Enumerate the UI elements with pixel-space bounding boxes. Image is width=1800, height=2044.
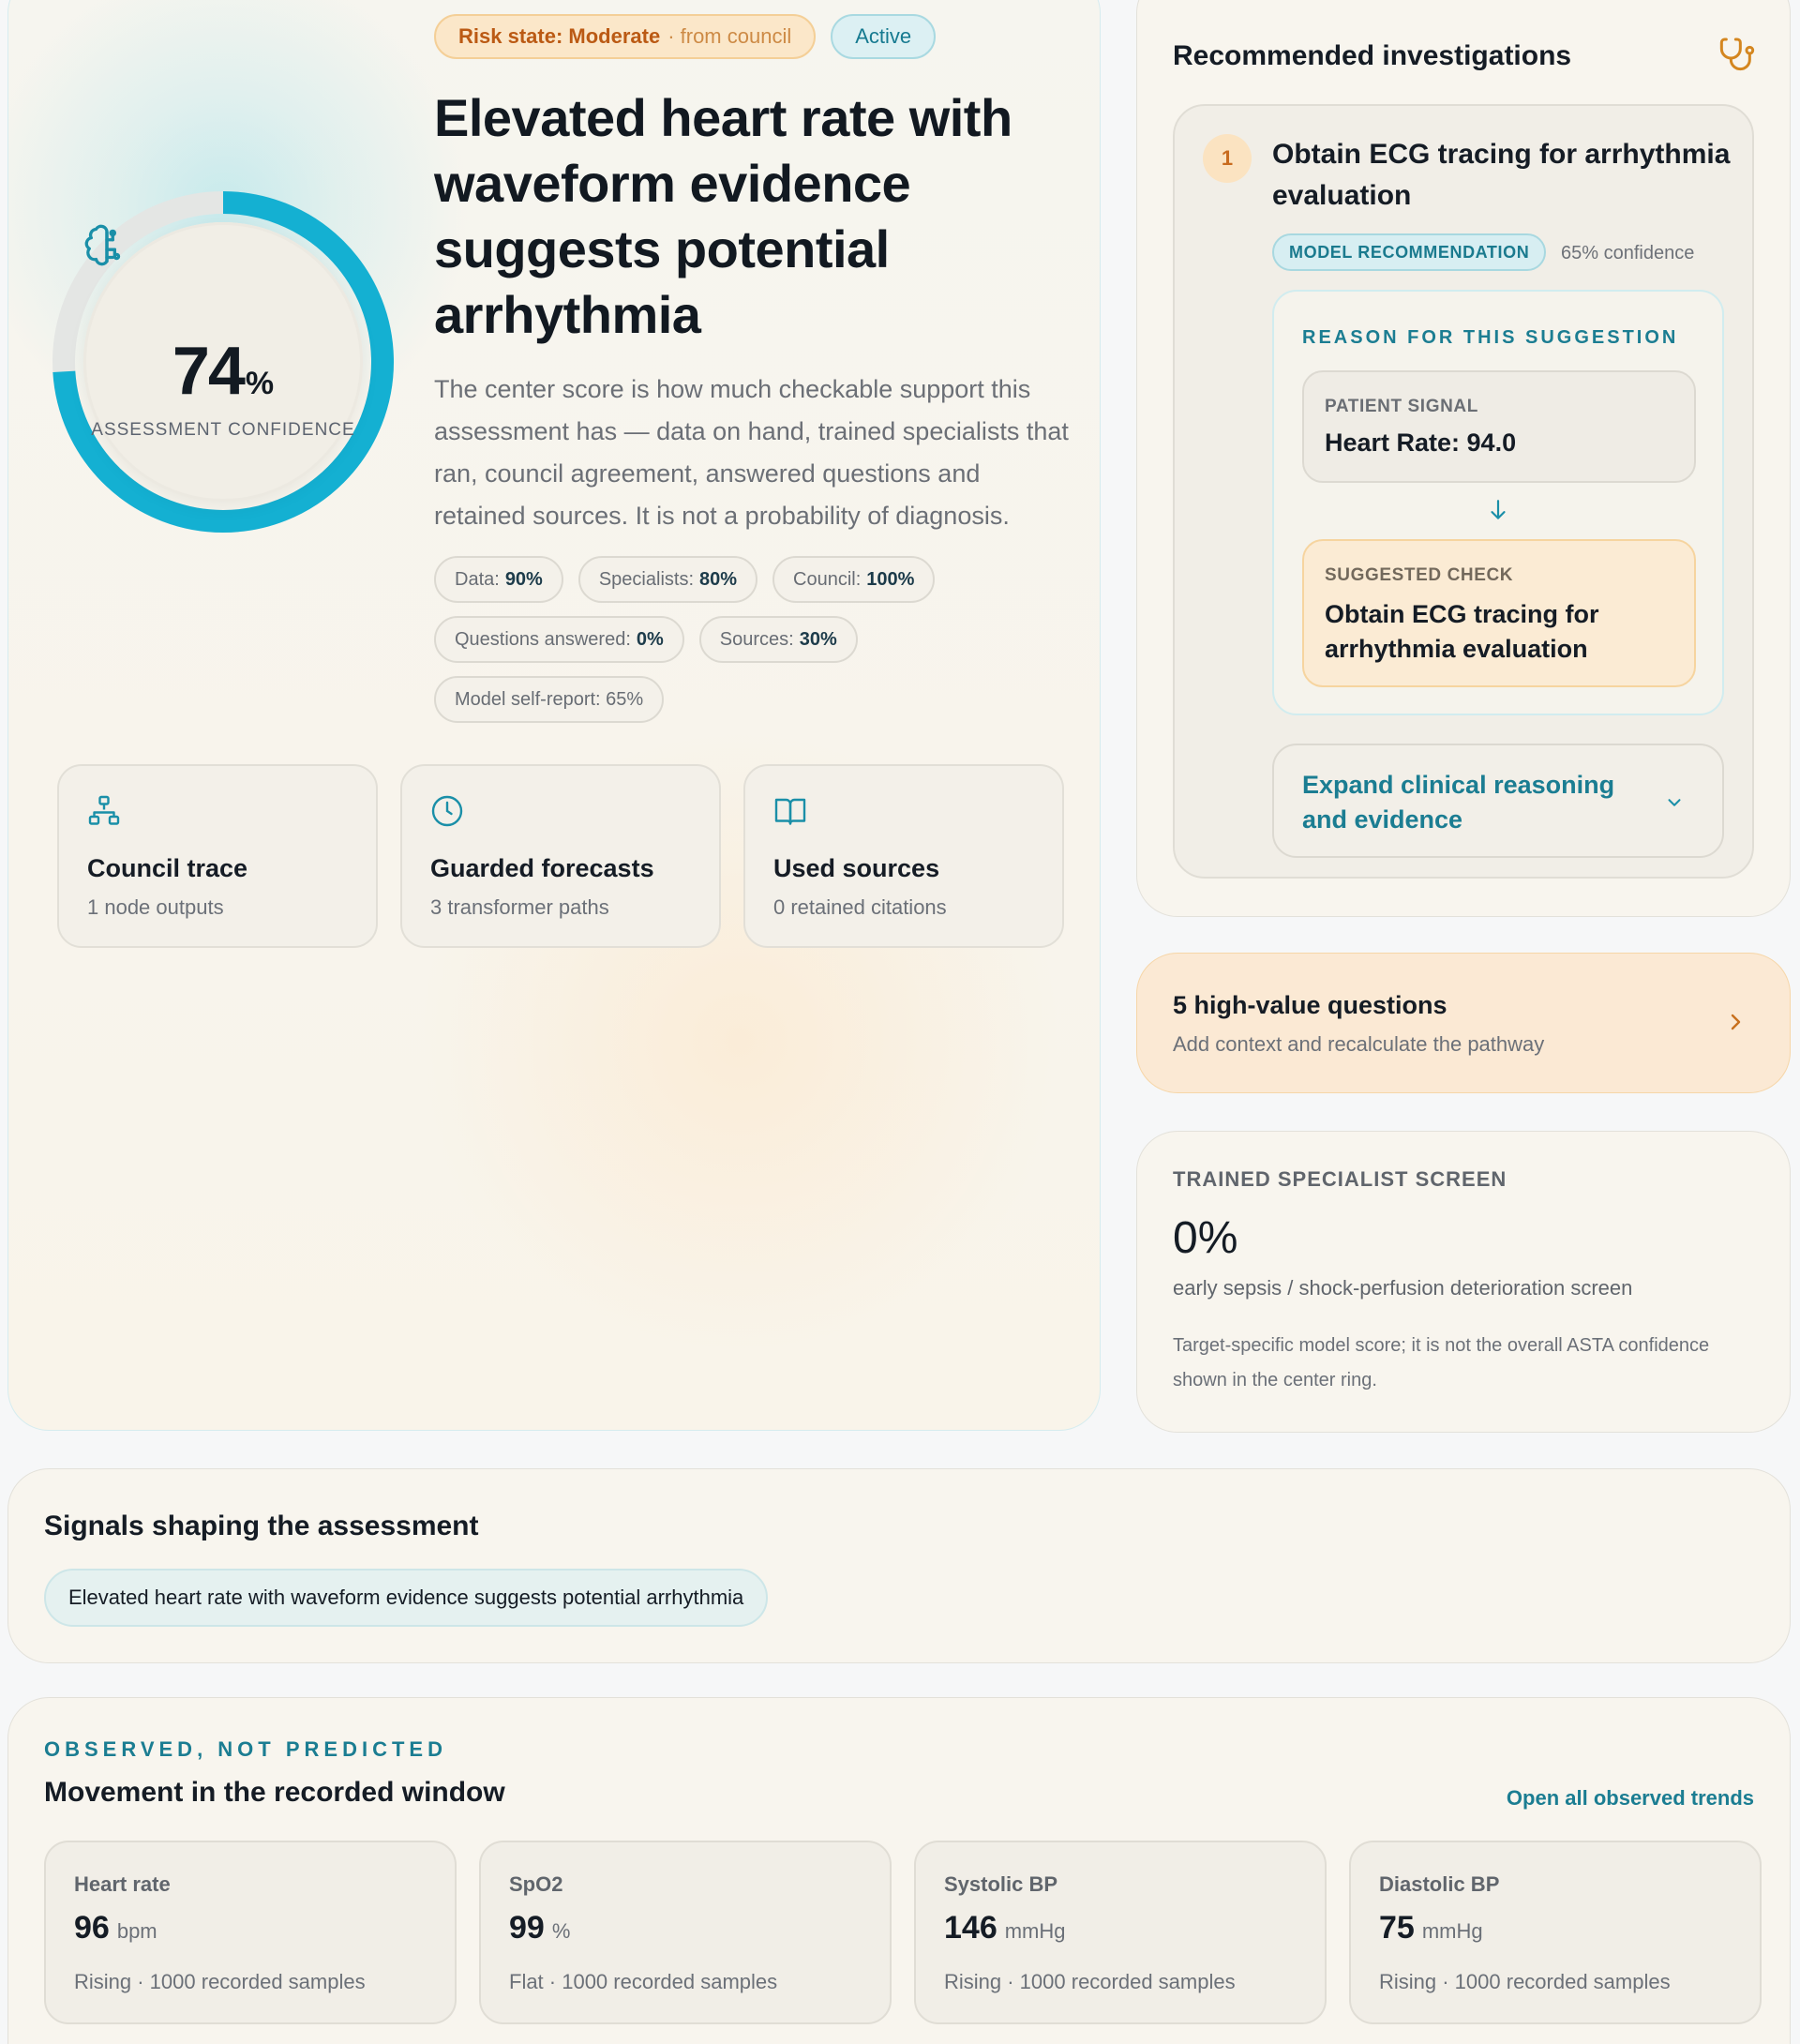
observed-eyebrow: OBSERVED, NOT PREDICTED [44, 1737, 447, 1761]
model-recommendation-tag: MODEL RECOMMENDATION [1272, 233, 1546, 271]
metric-label: Heart rate [74, 1872, 171, 1896]
specialist-description: early sepsis / shock-perfusion deterioration screen [1173, 1276, 1633, 1300]
metric-status: Rising · 1000 recorded samples [1379, 1970, 1671, 1993]
chip-council: Council: 100% [772, 556, 935, 603]
metric-status: Rising · 1000 recorded samples [944, 1970, 1236, 1993]
hero-link-cards [57, 764, 1064, 948]
arrow-down-icon [1486, 496, 1510, 524]
signals-title: Signals shaping the assessment [44, 1510, 479, 1541]
suggested-check-label: SUGGESTED CHECK [1325, 565, 1514, 585]
chip-model-self-report: Model self-report: 65% [434, 676, 664, 723]
guarded-forecasts-card[interactable] [400, 764, 721, 948]
chip-data: Data: 90% [434, 556, 563, 603]
metric-label: Diastolic BP [1379, 1872, 1500, 1896]
suggested-check-box [1302, 539, 1696, 687]
open-all-trends-link[interactable]: Open all observed trends [1506, 1786, 1754, 1810]
panel-title: Recommended investigations [1173, 40, 1572, 71]
confidence-ring [50, 188, 397, 535]
metric-heart-rate[interactable] [44, 1841, 457, 2024]
questions-title: 5 high-value questions [1173, 991, 1448, 1019]
brain-icon [83, 222, 130, 269]
card-title: Used sources [773, 854, 940, 882]
card-title: Council trace [87, 854, 248, 882]
investigation-item [1173, 104, 1754, 879]
card-subtitle: 3 transformer paths [430, 895, 609, 919]
trained-specialist-screen-panel [1136, 1131, 1791, 1433]
metric-label: Systolic BP [944, 1872, 1058, 1896]
chip-questions-answered: Questions answered: 0% [434, 616, 684, 663]
item-number-badge: 1 [1203, 134, 1252, 183]
chevron-right-icon [1724, 1008, 1747, 1036]
risk-state-badge: Risk state: Moderate · from council [434, 14, 816, 59]
expand-reasoning-label: Expand clinical reasoning and evidence [1302, 771, 1615, 834]
recommended-investigations-panel [1136, 0, 1791, 917]
metric-value: 75 mmHg [1379, 1910, 1483, 1946]
metric-status: Flat · 1000 recorded samples [509, 1970, 778, 1993]
reason-box [1272, 290, 1724, 715]
recommendation-confidence: 65% confidence [1561, 243, 1695, 263]
metric-value: 146 mmHg [944, 1910, 1066, 1946]
suggested-check-value: Obtain ECG tracing for arrhythmia evaluation [1325, 600, 1599, 663]
specialist-heading: TRAINED SPECIALIST SCREEN [1173, 1167, 1508, 1191]
council-trace-card[interactable] [57, 764, 378, 948]
card-subtitle: 0 retained citations [773, 895, 947, 919]
patient-signal-box [1302, 370, 1696, 483]
assessment-title: Elevated heart rate with waveform evidence suggests potential arrhythmia [434, 88, 1012, 344]
investigation-title: Obtain ECG tracing for arrhythmia evaluation [1272, 139, 1731, 211]
observed-title: Movement in the recorded window [44, 1777, 505, 1808]
score-breakdown-chips [434, 556, 1090, 723]
used-sources-card[interactable] [743, 764, 1064, 948]
metric-spo2[interactable] [479, 1841, 892, 2024]
confidence-ring-center [83, 222, 363, 502]
stethoscope-icon [1718, 35, 1756, 72]
confidence-label: ASSESSMENT CONFIDENCE [91, 420, 355, 440]
chip-sources: Sources: 30% [699, 616, 858, 663]
patient-signal-value: Heart Rate: 94.0 [1325, 428, 1517, 457]
network-icon [87, 794, 121, 828]
metric-cards [44, 1841, 1762, 2024]
observed-trends-panel [8, 1697, 1791, 2044]
book-icon [773, 794, 807, 828]
metric-value: 96 bpm [74, 1910, 158, 1946]
metric-label: SpO2 [509, 1872, 563, 1896]
confidence-score: 74% [172, 334, 275, 409]
signal-pill: Elevated heart rate with waveform evidence suggests potential arrhythmia [44, 1569, 768, 1627]
chevron-down-icon [1664, 792, 1685, 813]
metric-status: Rising · 1000 recorded samples [74, 1970, 366, 1993]
metric-diastolic-bp[interactable] [1349, 1841, 1762, 2024]
metric-value: 99 % [509, 1910, 571, 1946]
reason-heading: REASON FOR THIS SUGGESTION [1302, 327, 1679, 348]
assessment-hero-panel [8, 0, 1101, 1431]
active-status-badge: Active [831, 14, 936, 59]
card-subtitle: 1 node outputs [87, 895, 224, 919]
high-value-questions-card[interactable] [1136, 953, 1791, 1093]
metric-systolic-bp[interactable] [914, 1841, 1327, 2024]
clock-icon [430, 794, 464, 828]
chip-specialists: Specialists: 80% [578, 556, 758, 603]
status-badges [434, 14, 936, 59]
card-title: Guarded forecasts [430, 854, 654, 882]
assessment-description: The center score is how much checkable support this assessment has — data on hand, trained specialists that ran, council agreement, answered questions and retained sources. It is not a probability of diagnosis. [434, 375, 1069, 530]
patient-signal-label: PATIENT SIGNAL [1325, 397, 1478, 416]
specialist-note: Target-specific model score; it is not the overall ASTA confidence shown in the center ring. [1173, 1335, 1710, 1390]
expand-reasoning-button[interactable] [1272, 744, 1724, 858]
signals-panel [8, 1468, 1791, 1663]
questions-subtitle: Add context and recalculate the pathway [1173, 1032, 1545, 1056]
specialist-score: 0% [1173, 1213, 1238, 1263]
